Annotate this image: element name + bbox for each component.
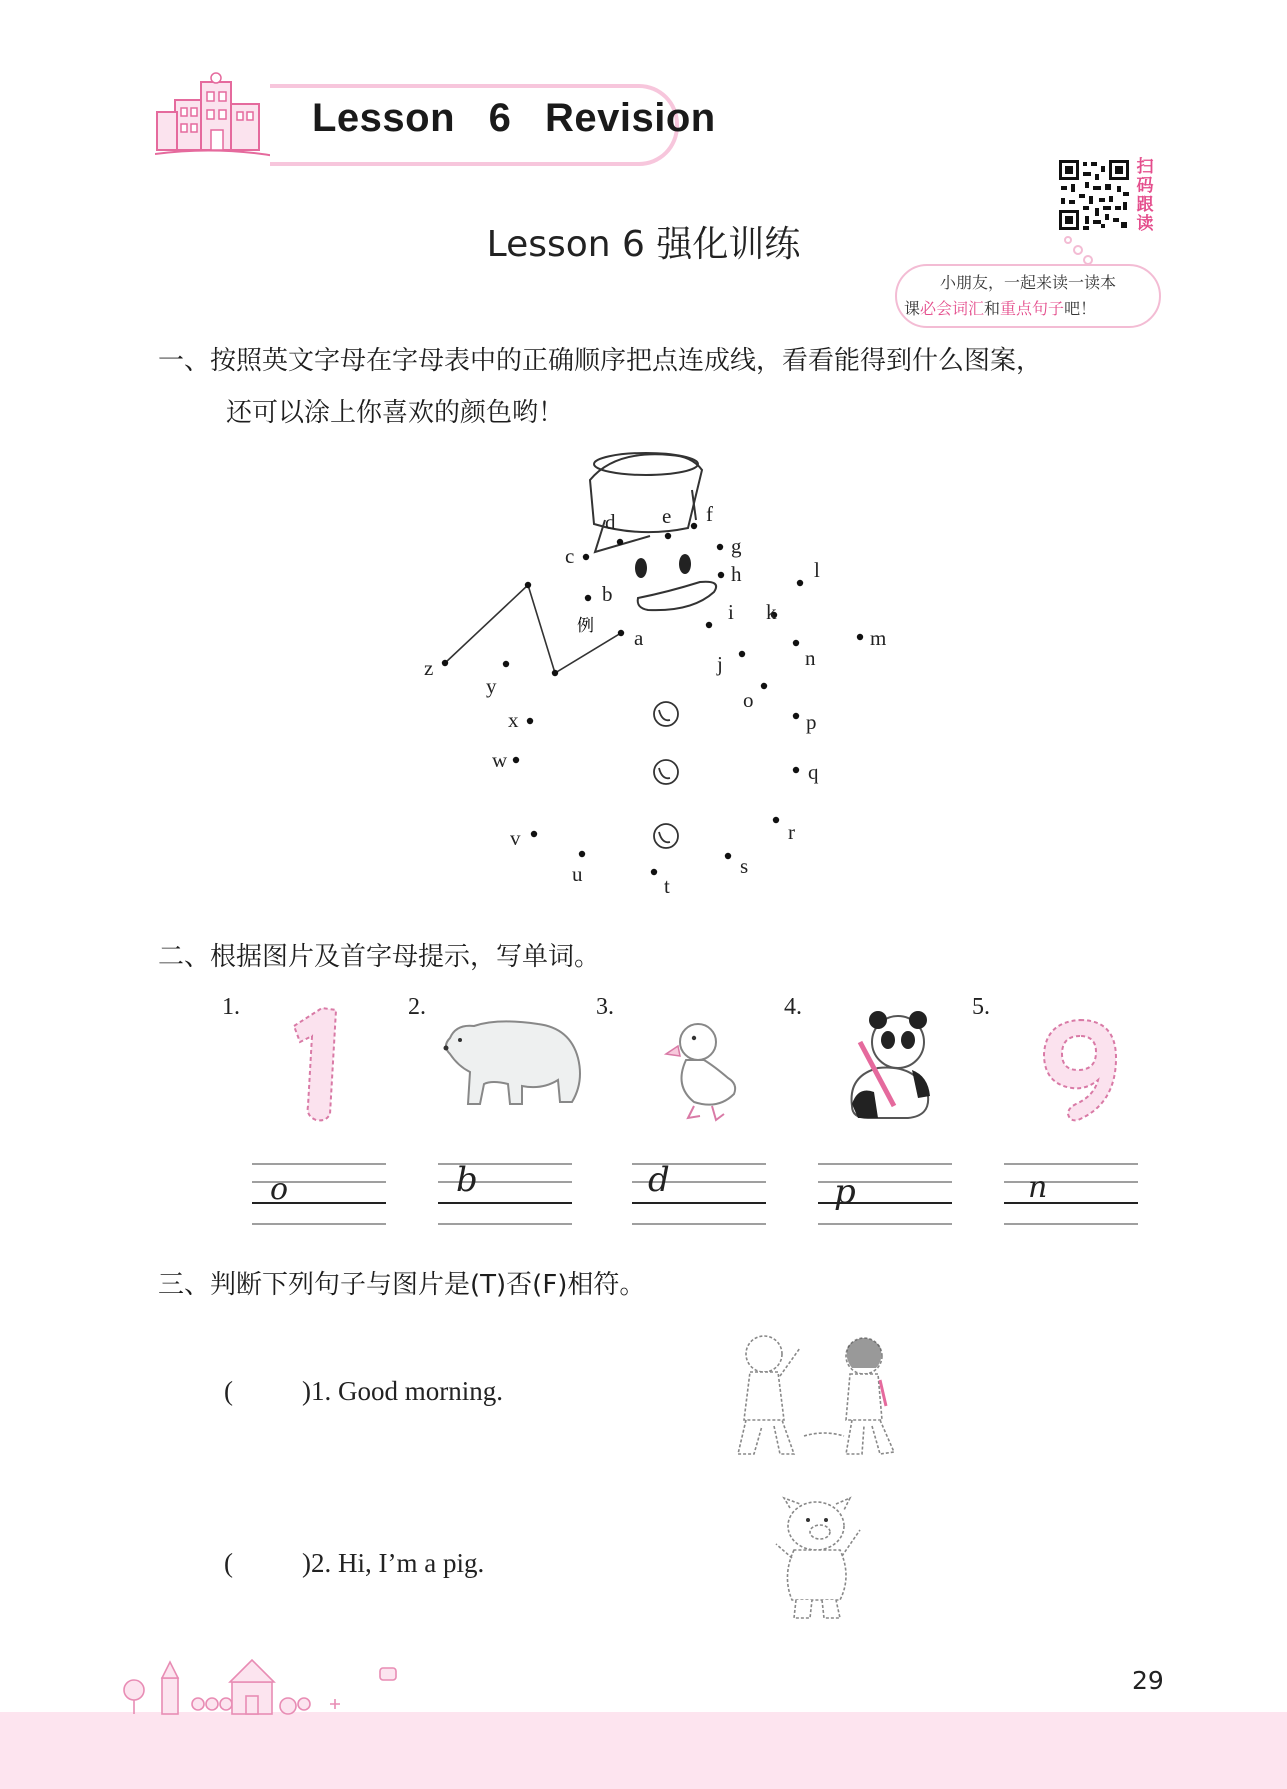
hint-letter-3: d	[648, 1160, 670, 1200]
dot-letter-g: g	[731, 534, 742, 558]
dot-letter-f: f	[706, 502, 713, 526]
section1-title-line2: 还可以涂上你喜欢的颜色哟！	[226, 398, 565, 428]
dot-letter-j: j	[717, 652, 723, 676]
dot-letter-n: n	[805, 646, 816, 670]
dot-letter-p: p	[806, 710, 817, 734]
dot-letter-s: s	[740, 854, 749, 878]
duck-picture	[664, 1016, 744, 1122]
hint-letter-1: o	[270, 1172, 289, 1207]
dot-letter-d: d	[605, 510, 616, 534]
dot-letter-l: l	[814, 558, 820, 582]
item-number: 4.	[784, 994, 802, 1020]
dot-letter-e: e	[662, 504, 672, 528]
dot-letter-b: b	[602, 582, 613, 606]
dot-letter-z: z	[424, 656, 434, 680]
answer-paren-open[interactable]: (	[224, 1548, 233, 1578]
item-number: 5.	[972, 994, 990, 1020]
section1-title-line1: 一、按照英文字母在字母表中的正确顺序把点连成线，看看能得到什么图案，	[158, 346, 1043, 376]
speech-text: 吧！	[1064, 299, 1097, 318]
dot-letter-a: a	[634, 626, 644, 650]
bear-picture	[438, 1010, 588, 1110]
dot-letter-w: w	[492, 748, 508, 772]
item-number: 3.	[596, 994, 614, 1020]
speech-text: 课	[904, 299, 921, 318]
hint-letter-2: b	[456, 1160, 478, 1200]
dot-letter-q: q	[808, 760, 819, 784]
page-subtitle: Lesson 6 强化训练	[486, 224, 801, 265]
dot-letter-m: m	[870, 626, 887, 650]
section2-title: 二、根据图片及首字母提示，写单词。	[158, 942, 601, 972]
dot-letter-c: c	[565, 544, 575, 568]
dot-letter-y: y	[486, 674, 497, 698]
dot-letter-i: i	[728, 600, 734, 624]
footer-band	[0, 1712, 1287, 1789]
answer-paren-open[interactable]: (	[224, 1376, 233, 1406]
section3-title: 三、判断下列句子与图片是(T)否(F)相符。	[158, 1270, 646, 1300]
dot-letter-x: x	[508, 708, 519, 732]
statement-1: )1. Good morning.	[302, 1376, 503, 1406]
dot-letter-o: o	[743, 688, 754, 712]
number-nine-picture	[1036, 1014, 1126, 1126]
dot-letter-h: h	[731, 562, 742, 586]
item-number: 1.	[222, 994, 240, 1020]
statement-2: )2. Hi, I’m a pig.	[302, 1548, 485, 1578]
pig-picture	[770, 1496, 866, 1622]
dot-letter-v: v	[510, 826, 521, 850]
example-label: 例	[577, 616, 594, 636]
speech-text: 和	[984, 299, 1001, 318]
header-title: Lesson 6 Revision	[312, 96, 716, 140]
footer-town-illustration	[120, 1648, 410, 1718]
number-one-picture	[286, 1002, 346, 1124]
speech-line2	[904, 296, 1096, 319]
page-number: 29	[1132, 1666, 1164, 1695]
speech-highlight: 重点句子	[1000, 299, 1065, 318]
hint-letter-5: n	[1028, 1170, 1048, 1205]
panda-picture	[838, 1006, 938, 1122]
speech-line1: 小朋友，一起来读一读本	[940, 273, 1117, 292]
qr-label: 扫码跟读	[1136, 157, 1154, 234]
dot-letter-t: t	[664, 874, 670, 898]
hint-letter-4: p	[834, 1172, 856, 1212]
dot-letter-k: k	[766, 600, 777, 624]
speech-highlight: 必会词汇	[920, 299, 985, 318]
dot-letter-u: u	[572, 862, 583, 886]
greeting-characters-picture	[724, 1330, 906, 1460]
dot-letter-r: r	[788, 820, 795, 844]
header-building-illustration	[155, 72, 285, 164]
writing-lines-5[interactable]	[1004, 1160, 1138, 1230]
item-number: 2.	[408, 994, 426, 1020]
